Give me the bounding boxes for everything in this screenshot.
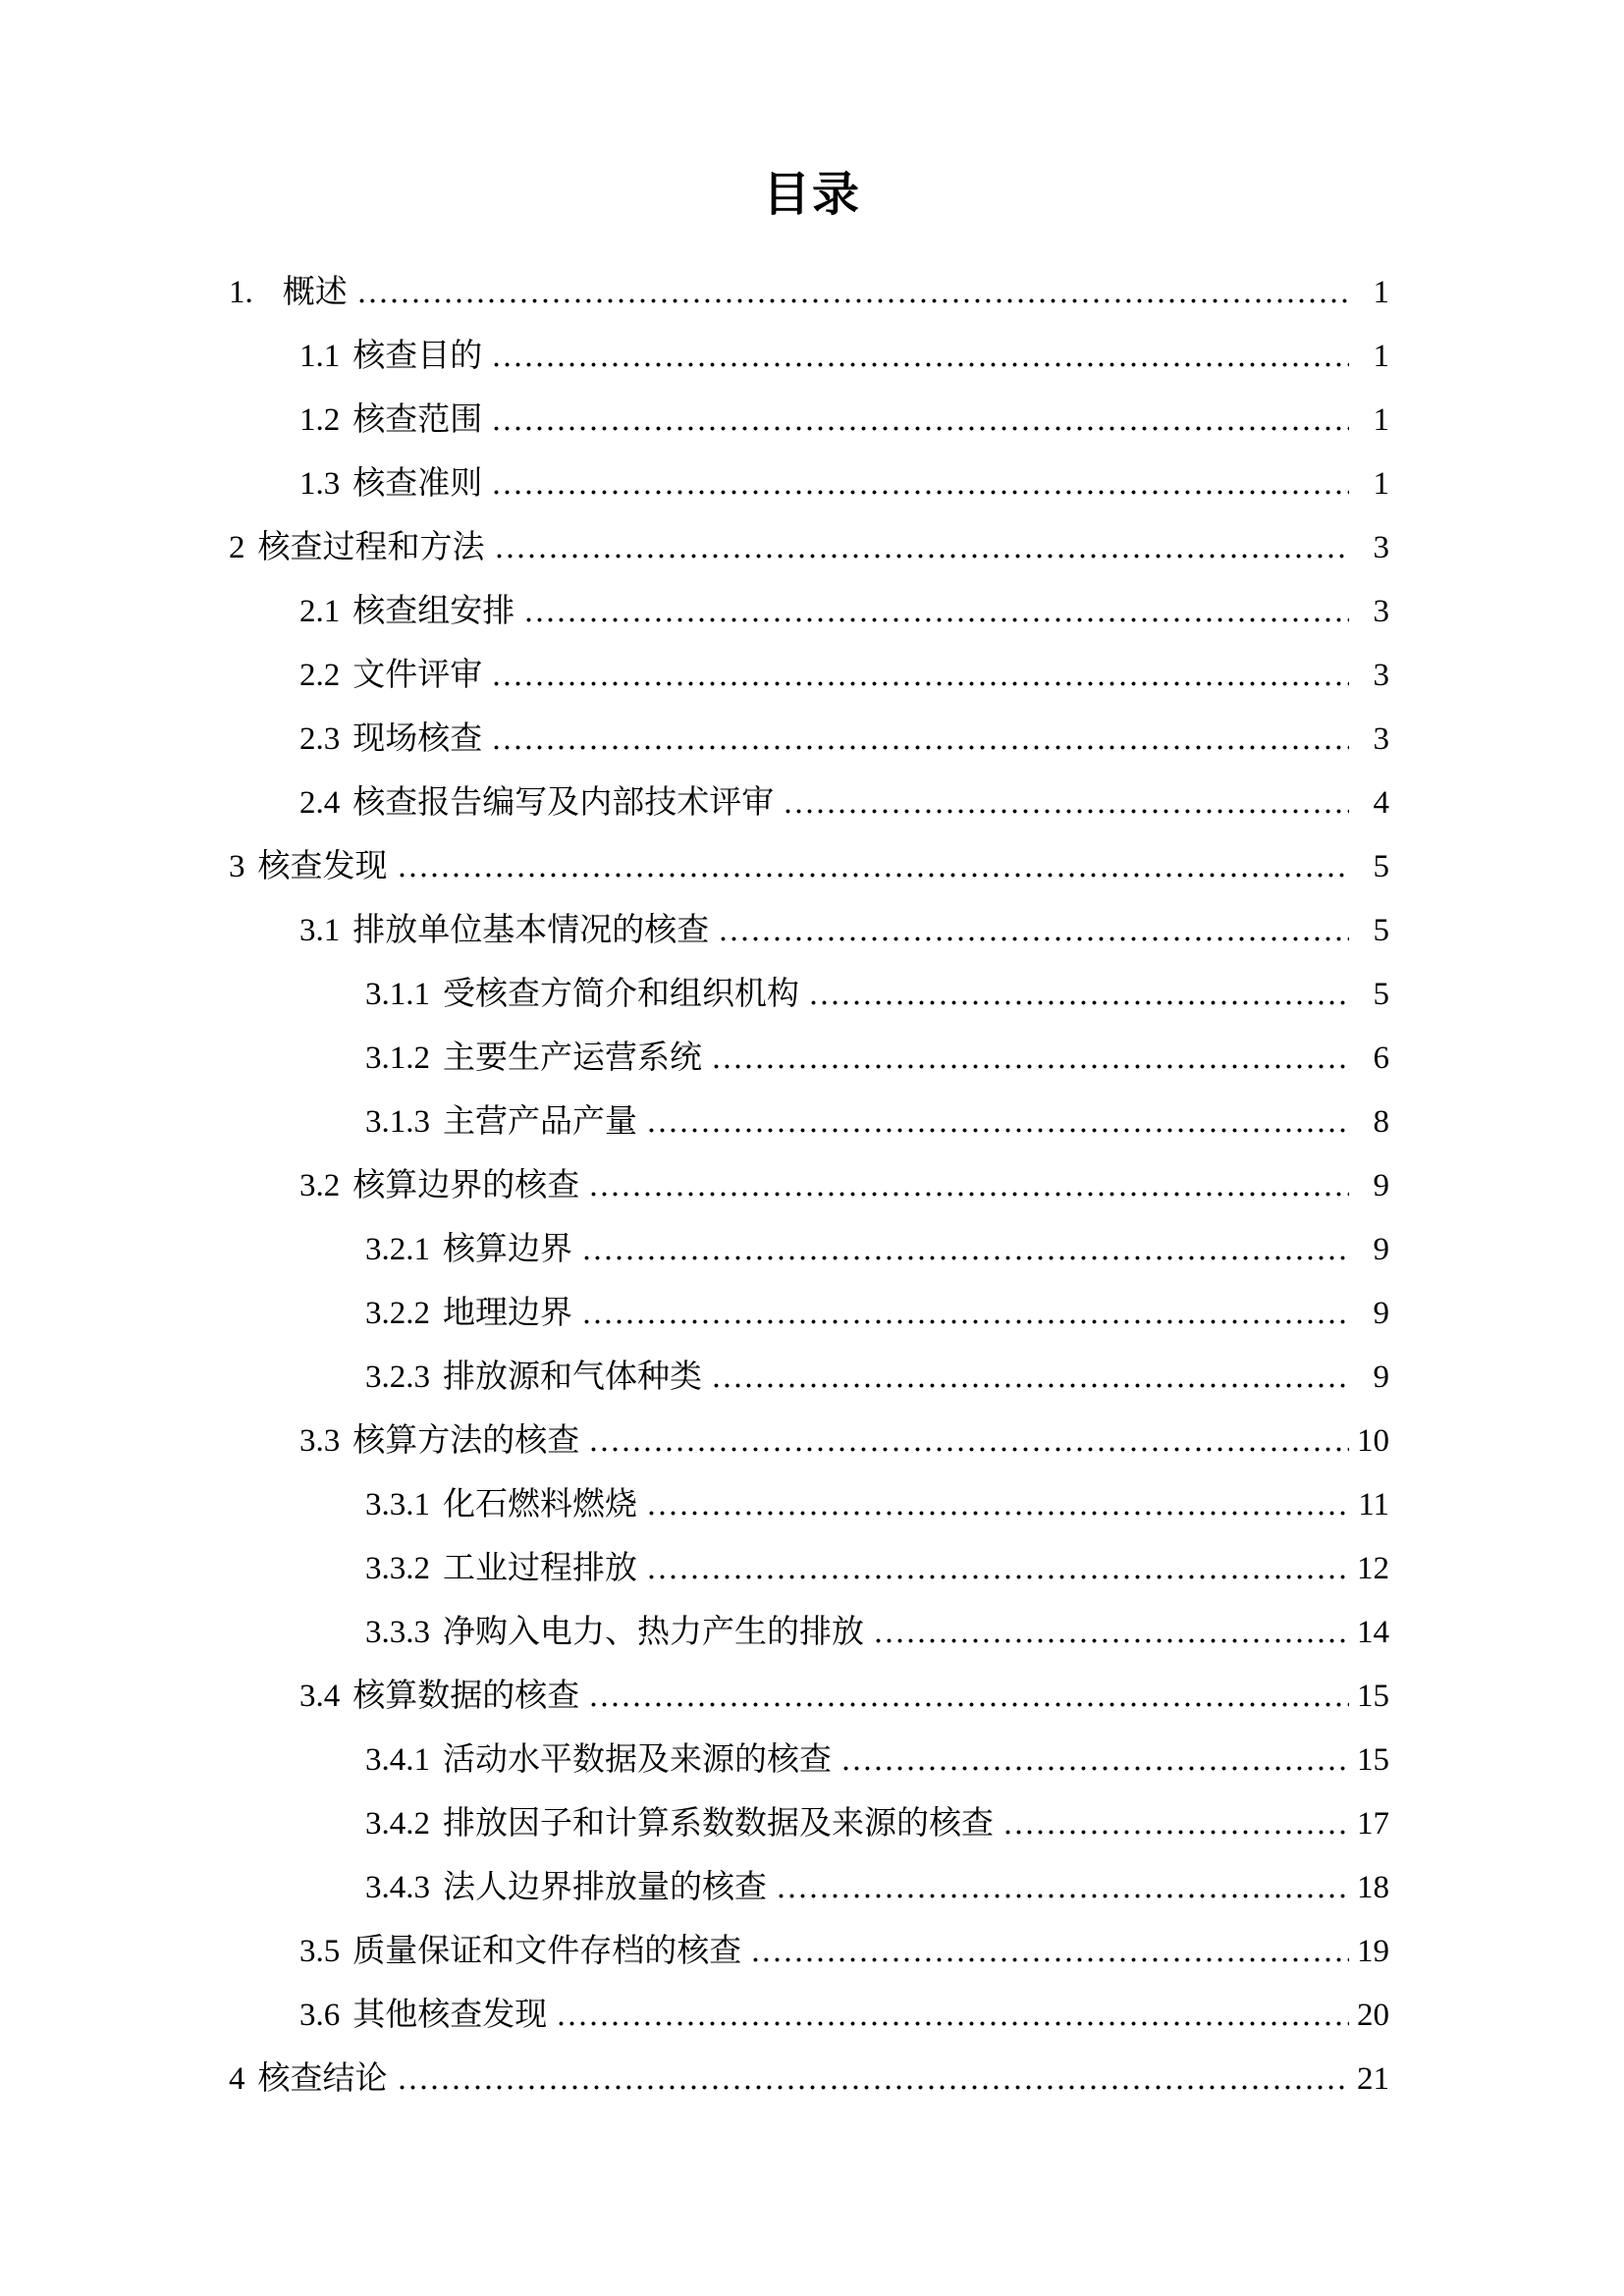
- toc-entry-page: 15: [1357, 1742, 1389, 1779]
- toc-entry-title: 核算边界: [443, 1232, 572, 1268]
- toc-entry-title: 概述: [282, 275, 348, 311]
- toc-entry: [229, 630, 1389, 694]
- toc-leader-dots: [588, 1651, 1349, 1715]
- toc-entry-number: 3.4.2: [365, 1806, 430, 1842]
- toc-entry: [229, 1970, 1389, 2034]
- toc-entry-number: 4: [229, 2061, 245, 2098]
- toc-entry: [229, 1141, 1389, 1204]
- toc-leader-dots: [494, 503, 1350, 566]
- toc-entry-page: 14: [1357, 1615, 1389, 1651]
- toc-leader-dots: [646, 1460, 1349, 1523]
- toc-entry-number: 3.2.2: [365, 1296, 430, 1332]
- toc-entry-number: 3.1: [299, 913, 341, 949]
- toc-leader-dots: [711, 1013, 1349, 1077]
- toc-leader-dots: [397, 822, 1350, 885]
- toc-entry: [229, 311, 1389, 375]
- toc-leader-dots: [588, 1396, 1349, 1460]
- toc-leader-dots: [711, 1332, 1349, 1396]
- toc-entry-page: 19: [1357, 1934, 1389, 1970]
- toc-entry-page: 6: [1373, 1041, 1389, 1077]
- toc-entry-page: 5: [1373, 913, 1389, 949]
- toc-entry-title: 受核查方简介和组织机构: [443, 977, 799, 1013]
- toc-leader-dots: [523, 566, 1349, 630]
- toc-entry-number: 3.4.1: [365, 1742, 430, 1779]
- toc-entry-title: 核查范围: [352, 402, 483, 439]
- toc-entry-number: 3.1.2: [365, 1041, 430, 1077]
- toc-entry: [229, 1715, 1389, 1779]
- toc-entry: [229, 1651, 1389, 1715]
- toc-leader-dots: [397, 2034, 1350, 2098]
- toc-entry-number: 3.1.3: [365, 1104, 430, 1141]
- toc-entry: [229, 247, 1389, 311]
- toc-entry-title: 核查组安排: [352, 594, 515, 630]
- toc-entry-page: 1: [1373, 402, 1389, 439]
- toc-entry-number: 3.3.2: [365, 1551, 430, 1587]
- toc-entry: [229, 375, 1389, 439]
- toc-entry-title: 核查报告编写及内部技术评审: [352, 785, 775, 822]
- toc-leader-dots: [718, 885, 1349, 949]
- toc-entry-page: 5: [1373, 849, 1389, 885]
- toc-entry-number: 3.5: [299, 1934, 341, 1970]
- toc-leader-dots: [588, 1141, 1349, 1204]
- toc-leader-dots: [556, 1970, 1349, 2034]
- toc-entry: [229, 1460, 1389, 1523]
- toc-entry-page: 20: [1357, 1998, 1389, 2034]
- toc-entry: [229, 1332, 1389, 1396]
- toc-entry: [229, 2034, 1389, 2098]
- toc-entry: [229, 1013, 1389, 1077]
- toc-leader-dots: [646, 1077, 1349, 1141]
- toc-leader-dots: [356, 247, 1349, 311]
- toc-entry-number: 3.2: [299, 1168, 341, 1204]
- toc-entry-title: 地理边界: [443, 1296, 572, 1332]
- toc-entry-page: 8: [1373, 1104, 1389, 1141]
- toc-entry-page: 9: [1373, 1232, 1389, 1268]
- toc-entry-page: 21: [1357, 2061, 1389, 2098]
- toc-entry: [229, 1587, 1389, 1651]
- toc-entry-page: 3: [1373, 721, 1389, 758]
- toc-entry-page: 9: [1373, 1168, 1389, 1204]
- toc-entry-page: 11: [1358, 1487, 1389, 1523]
- toc-entry-page: 1: [1373, 339, 1389, 375]
- toc-entry-number: 2.2: [299, 658, 341, 694]
- toc-entry-title: 排放单位基本情况的核查: [352, 913, 710, 949]
- toc-entry: [229, 1842, 1389, 1906]
- toc-leader-dots: [646, 1523, 1349, 1587]
- toc-leader-dots: [776, 1842, 1349, 1906]
- toc-entry: [229, 1396, 1389, 1460]
- toc-entry-number: 1.: [229, 275, 253, 311]
- toc-entry-number: 2: [229, 530, 245, 566]
- toc-entry-title: 现场核查: [352, 721, 483, 758]
- toc-entry-title: 活动水平数据及来源的核查: [443, 1742, 832, 1779]
- toc-entry-title: 净购入电力、热力产生的排放: [443, 1615, 864, 1651]
- toc-entry-title: 核查准则: [352, 466, 483, 503]
- toc-entry-number: 2.3: [299, 721, 341, 758]
- toc-entry-title: 排放因子和计算系数数据及来源的核查: [443, 1806, 994, 1842]
- toc-entry: [229, 822, 1389, 885]
- toc-entry-number: 3.4: [299, 1679, 341, 1715]
- toc-entry-number: 3.2.3: [365, 1360, 430, 1396]
- toc-entry-title: 文件评审: [352, 658, 483, 694]
- page-title: 目录: [762, 169, 861, 221]
- toc-leader-dots: [581, 1268, 1349, 1332]
- toc-entry-number: 1.1: [299, 339, 341, 375]
- toc-entry: [229, 694, 1389, 758]
- toc-leader-dots: [840, 1715, 1349, 1779]
- toc-entry-title: 工业过程排放: [443, 1551, 637, 1587]
- toc-entry-number: 2.4: [299, 785, 341, 822]
- toc-entry-page: 3: [1373, 530, 1389, 566]
- toc-entry-title: 核查过程和方法: [257, 530, 485, 566]
- toc-entry-number: 3.4.3: [365, 1870, 430, 1906]
- toc-entry-page: 15: [1357, 1679, 1389, 1715]
- toc-entry: [229, 885, 1389, 949]
- toc-entry-number: 3.3: [299, 1423, 341, 1460]
- toc-entry-page: 1: [1373, 466, 1389, 503]
- toc-entry: [229, 503, 1389, 566]
- toc-leader-dots: [873, 1587, 1349, 1651]
- toc-entry-title: 核查发现: [257, 849, 388, 885]
- toc-entry-page: 3: [1373, 658, 1389, 694]
- toc-entry-title: 质量保证和文件存档的核查: [352, 1934, 742, 1970]
- toc-entry-number: 3.3.3: [365, 1615, 430, 1651]
- toc-entry: [229, 566, 1389, 630]
- toc-entry: [229, 1268, 1389, 1332]
- toc-leader-dots: [783, 758, 1349, 822]
- toc-entry-title: 核算边界的核查: [352, 1168, 580, 1204]
- toc-entry: [229, 1906, 1389, 1970]
- toc-entry-page: 17: [1357, 1806, 1389, 1842]
- toc-entry-title: 主营产品产量: [443, 1104, 637, 1141]
- toc-leader-dots: [808, 949, 1349, 1013]
- toc-entry-title: 主要生产运营系统: [443, 1041, 702, 1077]
- toc-list: [229, 247, 1389, 2098]
- toc-entry: [229, 1077, 1389, 1141]
- toc-entry-number: 1.3: [299, 466, 341, 503]
- toc-entry-page: 1: [1373, 275, 1389, 311]
- toc-leader-dots: [581, 1204, 1349, 1268]
- toc-entry: [229, 1204, 1389, 1268]
- toc-entry-page: 4: [1373, 785, 1389, 822]
- toc-entry-page: 5: [1373, 977, 1389, 1013]
- toc-entry-number: 2.1: [299, 594, 341, 630]
- toc-entry-title: 排放源和气体种类: [443, 1360, 702, 1396]
- toc-entry-number: 3.3.1: [365, 1487, 430, 1523]
- toc-entry-title: 法人边界排放量的核查: [443, 1870, 767, 1906]
- toc-entry: [229, 439, 1389, 503]
- toc-leader-dots: [491, 694, 1349, 758]
- toc-entry-title: 其他核查发现: [352, 1998, 548, 2034]
- toc-leader-dots: [491, 311, 1349, 375]
- toc-entry: [229, 949, 1389, 1013]
- toc-entry-title: 核算方法的核查: [352, 1423, 580, 1460]
- toc-entry-title: 核查结论: [257, 2061, 388, 2098]
- toc-entry-page: 3: [1373, 594, 1389, 630]
- toc-entry-page: 9: [1373, 1296, 1389, 1332]
- toc-entry-number: 1.2: [299, 402, 341, 439]
- toc-entry-title: 化石燃料燃烧: [443, 1487, 637, 1523]
- toc-entry-title: 核查目的: [352, 339, 483, 375]
- toc-entry-number: 3.1.1: [365, 977, 430, 1013]
- toc-entry-number: 3: [229, 849, 245, 885]
- toc-entry-page: 9: [1373, 1360, 1389, 1396]
- toc-entry-page: 10: [1357, 1423, 1389, 1460]
- toc-entry-page: 12: [1357, 1551, 1389, 1587]
- toc-leader-dots: [750, 1906, 1349, 1970]
- toc-leader-dots: [491, 630, 1349, 694]
- toc-entry-number: 3.6: [299, 1998, 341, 2034]
- toc-entry-title: 核算数据的核查: [352, 1679, 580, 1715]
- toc-leader-dots: [491, 439, 1349, 503]
- toc-entry: [229, 758, 1389, 822]
- toc-leader-dots: [1002, 1779, 1349, 1842]
- toc-leader-dots: [491, 375, 1349, 439]
- toc-entry-page: 18: [1357, 1870, 1389, 1906]
- toc-entry: [229, 1523, 1389, 1587]
- toc-entry: [229, 1779, 1389, 1842]
- toc-entry-number: 3.2.1: [365, 1232, 430, 1268]
